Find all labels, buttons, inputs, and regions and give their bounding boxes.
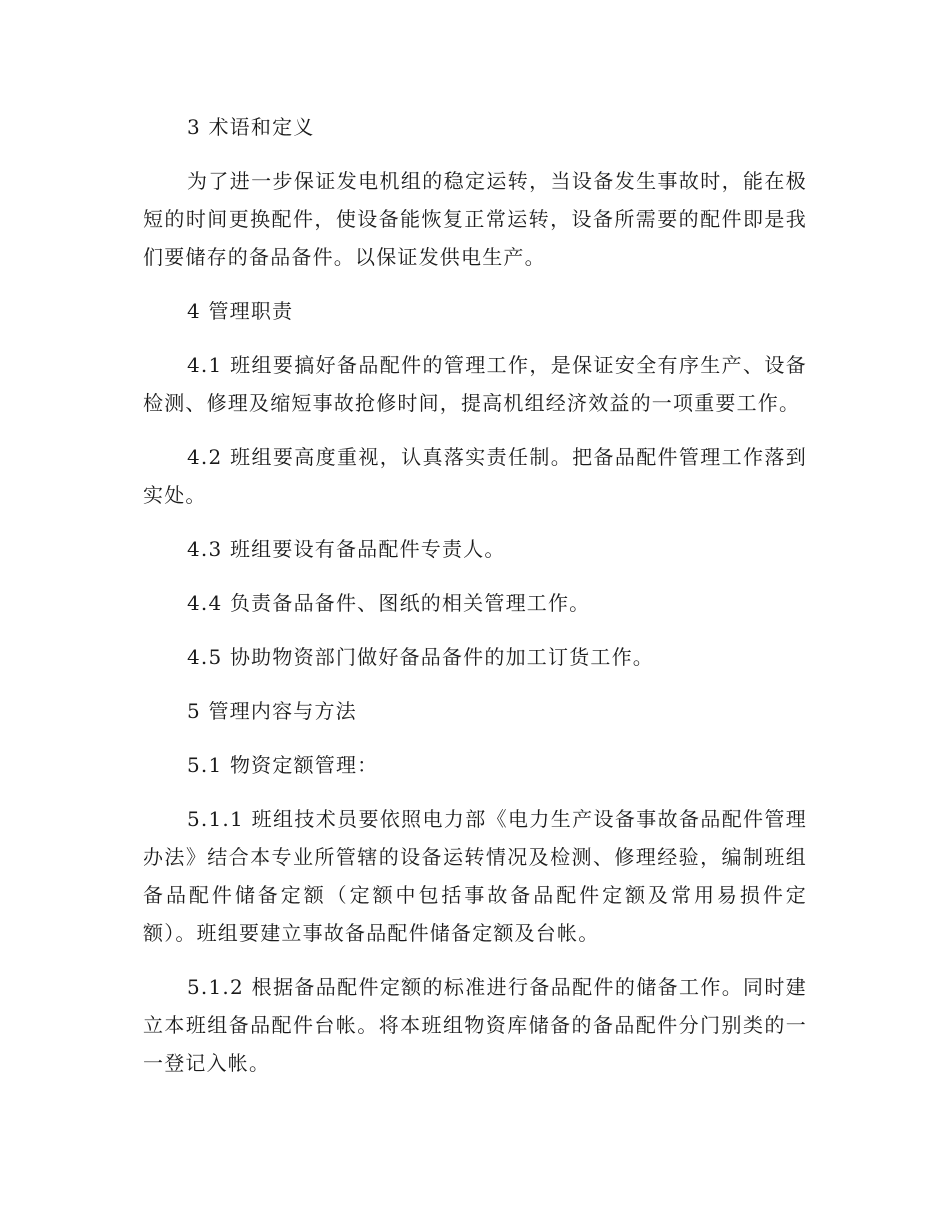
section-3-heading: 3 术语和定义	[187, 115, 315, 139]
document-page	[143, 108, 807, 1098]
clause-4-4: 4.4 负责备品备件、图纸的相关管理工作。	[187, 591, 591, 615]
section-3-paragraph: 为了进一步保证发电机组的稳定运转，当设备发生事故时，能在极短的时间更换配件，使设备能恢复正常运转，设备所需要的配件即是我们要储存的备品备件。以保证发供电生产。	[143, 169, 807, 269]
clause-5-1: 5.1 物资定额管理：	[187, 753, 379, 777]
clause-4-5: 4.5 协助物资部门做好备品备件的加工订货工作。	[187, 645, 654, 669]
clause-4-2: 4.2 班组要高度重视，认真落实责任制。把备品配件管理工作落到实处。	[143, 445, 807, 507]
clause-5-1-2: 5.1.2 根据备品配件定额的标准进行备品配件的储备工作。同时建立本班组备品配件台帐。将本班组物资库储备的备品配件分门别类的一一登记入帐。	[143, 975, 807, 1075]
section-4-heading: 4 管理职责	[187, 299, 294, 323]
clause-4-1: 4.1 班组要搞好备品配件的管理工作，是保证安全有序生产、设备检测、修理及缩短事故抢修时间，提高机组经济效益的一项重要工作。	[143, 353, 807, 415]
clause-4-3: 4.3 班组要设有备品配件专责人。	[187, 537, 506, 561]
section-5-heading: 5 管理内容与方法	[187, 699, 357, 723]
clause-5-1-1: 5.1.1 班组技术员要依照电力部《电力生产设备事故备品配件管理办法》结合本专业所管辖的设备运转情况及检测、修理经验，编制班组备品配件储备定额（定额中包括事故备品配件定额及常用易损件定额）。班组要建立事故备品配件储备定额及台帐。	[143, 807, 807, 945]
